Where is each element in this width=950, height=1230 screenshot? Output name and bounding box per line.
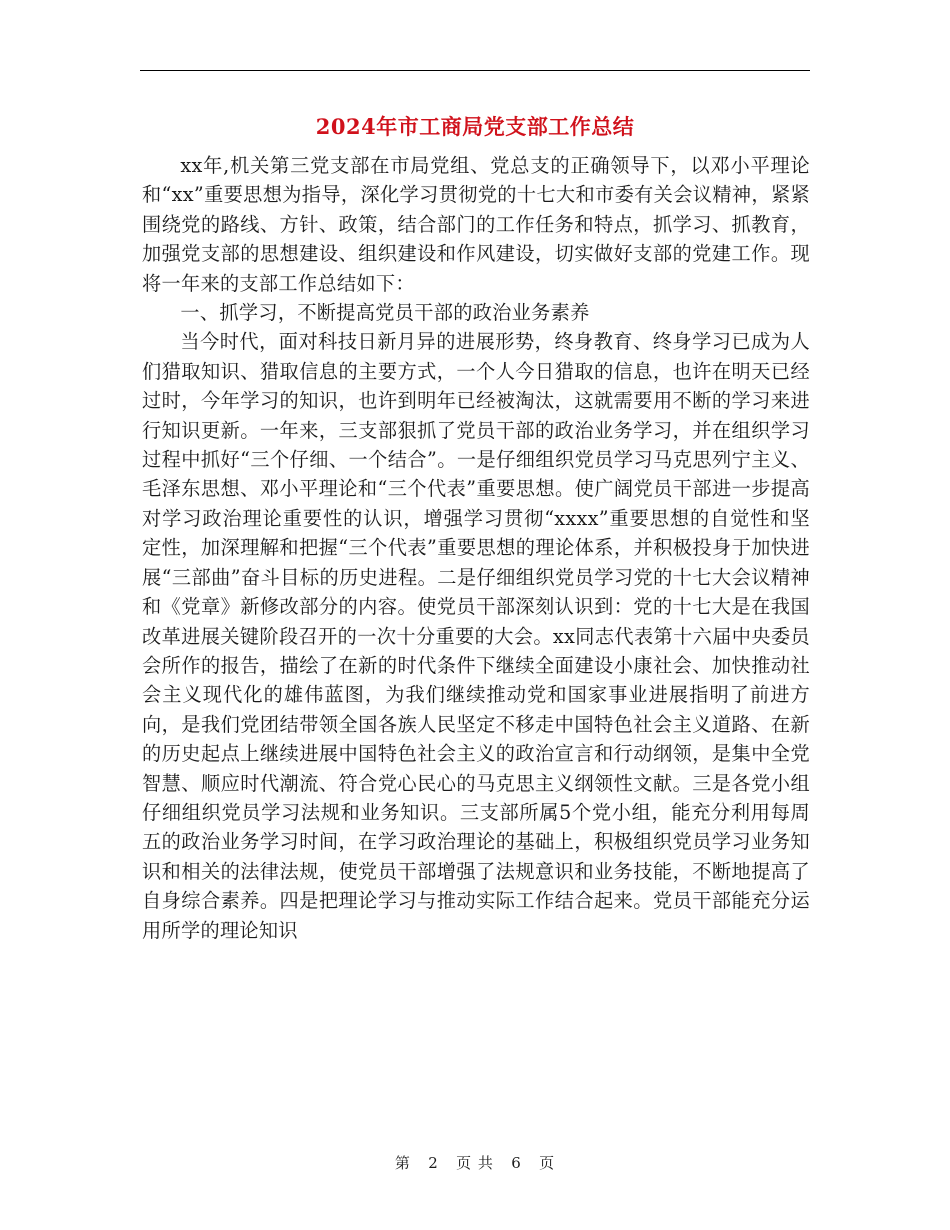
document-body — [142, 151, 810, 945]
page-number-footer — [0, 1152, 950, 1173]
header-rule — [140, 70, 810, 71]
footer-suffix: 页 — [539, 1154, 556, 1172]
section-heading-1: 一、抓学习，不断提高党员干部的政治业务素养 — [180, 301, 590, 325]
total-page-count: 6 — [511, 1154, 522, 1172]
body-paragraph-study: 当今时代，面对科技日新月异的进展形势，终身教育、终身学习已成为人们猎取知识、猎取信息的主要方式，一个人今日猎取的信息，也许在明天已经过时，今年学习的知识，也许到明年已经被淘汰，这就需要用不断的学习来进行知识更新。一年来，三支部狠抓了党员干部的政治业务学习，并在组织学习过程中抓好“三个仔细、一个结合”。一是仔细组织党员学习马克思列宁主义、毛泽东思想、邓小平理论和“三个代表”重要思想。使广阔党员干部进一步提高对学习政治理论重要性的认识，增强学习贯彻“xxxx”重要思想的自觉性和坚定性，加深理解和把握“三个代表”重要思想的理论体系，并积极投身于加快进展“三部曲”奋斗目标的历史进程。二是仔细组织党员学习党的十七大会议精神和《党章》新修改部分的内容。使党员干部深刻认识到：党的十七大是在我国改革进展关键阶段召开的一次十分重要的大会。xx同志代表第十六届中央委员会所作的报告，描绘了在新的时代条件下继续全面建设小康社会、加快推动社会主义现代化的雄伟蓝图，为我们继续推动党和国家事业进展指明了前进方向，是我们党团结带领全国各族人民坚定不移走中国特色社会主义道路、在新的历史起点上继续进展中国特色社会主义的政治宣言和行动纲领，是集中全党智慧、顺应时代潮流、符合党心民心的马克思主义纲领性文献。三是各党小组仔细组织党员学习法规和业务知识。三支部所属5个党小组，能充分利用每周五的政治业务学习时间，在学习政治理论的基础上，积极组织党员学习业务知识和相关的法律法规，使党员干部增强了法规意识和业务技能，不断地提高了自身综合素养。四是把理论学习与推动实际工作结合起来。党员干部能充分运用所学的理论知识 — [142, 330, 810, 942]
document-title: 2024年市工商局党支部工作总结 — [315, 114, 635, 139]
current-page-number: 2 — [428, 1154, 439, 1172]
body-paragraph-intro: xx年,机关第三党支部在市局党组、党总支的正确领导下，以邓小平理论和“xx”重要思想为指导，深化学习贯彻党的十七大和市委有关会议精神，紧紧围绕党的路线、方针、政策，结合部门的工作任务和特点，抓学习、抓教育，加强党支部的思想建设、组织建设和作风建设，切实做好支部的党建工作。现将一年来的支部工作总结如下： — [142, 154, 810, 295]
footer-middle: 页 共 — [456, 1154, 494, 1172]
footer-prefix: 第 — [394, 1154, 411, 1172]
